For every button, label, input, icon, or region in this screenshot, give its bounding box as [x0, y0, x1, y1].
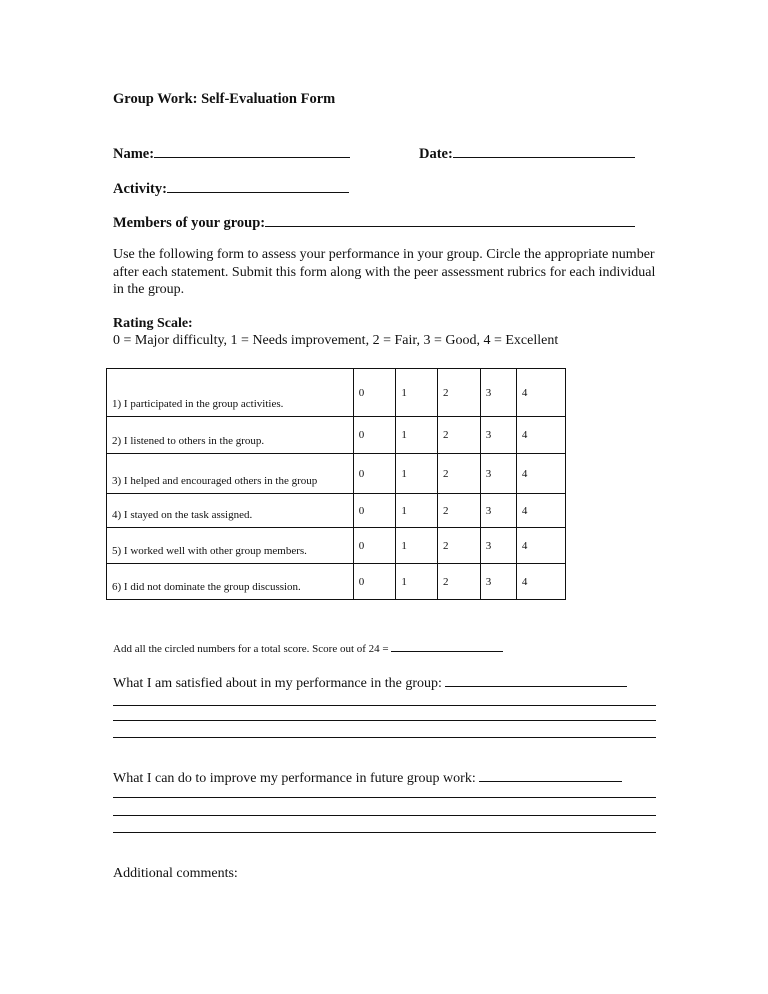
score-option-3[interactable]: 3 — [480, 564, 516, 600]
rubric-statement: 6) I did not dominate the group discussion. — [107, 564, 354, 600]
score-option-2[interactable]: 2 — [438, 454, 481, 494]
score-option-0[interactable]: 0 — [353, 369, 396, 417]
score-option-1[interactable]: 1 — [396, 369, 438, 417]
rating-scale-heading: Rating Scale: — [113, 316, 193, 331]
activity-blank[interactable] — [167, 178, 349, 193]
activity-label: Activity: — [113, 181, 167, 197]
satisfied-field[interactable] — [113, 672, 627, 692]
total-score-text: Add all the circled numbers for a total score. Score out of 24 = — [113, 643, 392, 655]
rubric-row — [107, 454, 566, 494]
rubric-row — [107, 417, 566, 454]
rubric-statement: 4) I stayed on the task assigned. — [107, 494, 354, 528]
name-field[interactable] — [113, 143, 350, 163]
answer-line[interactable] — [113, 720, 656, 721]
rubric-statement: 1) I participated in the group activities. — [107, 369, 354, 417]
rubric-statement: 5) I worked well with other group members. — [107, 528, 354, 564]
score-option-3[interactable]: 3 — [480, 528, 516, 564]
improve-field[interactable] — [113, 767, 622, 787]
score-option-2[interactable]: 2 — [438, 369, 481, 417]
rubric-statement: 2) I listened to others in the group. — [107, 417, 354, 454]
answer-line[interactable] — [113, 797, 656, 798]
score-option-1[interactable]: 1 — [396, 417, 438, 454]
members-field[interactable] — [113, 212, 635, 232]
score-option-2[interactable]: 2 — [438, 417, 481, 454]
score-option-2[interactable]: 2 — [438, 494, 481, 528]
score-option-0[interactable]: 0 — [353, 564, 396, 600]
score-option-0[interactable]: 0 — [353, 494, 396, 528]
score-option-0[interactable]: 0 — [353, 417, 396, 454]
score-option-3[interactable]: 3 — [480, 417, 516, 454]
score-option-2[interactable]: 2 — [438, 564, 481, 600]
name-label: Name: — [113, 146, 155, 162]
score-option-4[interactable]: 4 — [516, 528, 565, 564]
members-blank[interactable] — [265, 212, 635, 227]
answer-line[interactable] — [113, 815, 656, 816]
name-blank[interactable] — [154, 143, 350, 158]
date-field[interactable] — [419, 143, 635, 163]
score-option-1[interactable]: 1 — [396, 564, 438, 600]
score-option-4[interactable]: 4 — [516, 494, 565, 528]
improve-prompt: What I can do to improve my performance in future group work: — [113, 771, 480, 786]
score-option-3[interactable]: 3 — [480, 369, 516, 417]
score-option-1[interactable]: 1 — [396, 528, 438, 564]
total-score-line[interactable] — [113, 640, 503, 655]
rubric-row — [107, 528, 566, 564]
score-option-4[interactable]: 4 — [516, 369, 565, 417]
activity-field[interactable] — [113, 178, 349, 198]
answer-line[interactable] — [113, 705, 656, 706]
rubric-row — [107, 564, 566, 600]
score-option-2[interactable]: 2 — [438, 528, 481, 564]
rubric-table — [106, 368, 566, 600]
score-option-4[interactable]: 4 — [516, 417, 565, 454]
answer-line[interactable] — [113, 832, 656, 833]
score-option-1[interactable]: 1 — [396, 454, 438, 494]
satisfied-prompt: What I am satisfied about in my performance in the group: — [113, 676, 446, 691]
additional-comments-label: Additional comments: — [113, 866, 238, 881]
members-label: Members of your group: — [113, 215, 266, 231]
rubric-statement: 3) I helped and encouraged others in the group — [107, 454, 354, 494]
form-title: Group Work: Self-Evaluation Form — [113, 91, 336, 107]
date-blank[interactable] — [453, 143, 635, 158]
score-option-0[interactable]: 0 — [353, 454, 396, 494]
score-option-0[interactable]: 0 — [353, 528, 396, 564]
total-score-blank[interactable] — [391, 640, 503, 652]
score-option-3[interactable]: 3 — [480, 494, 516, 528]
rubric-row — [107, 369, 566, 417]
rating-scale-text: 0 = Major difficulty, 1 = Needs improvement, 2 = Fair, 3 = Good, 4 = Excellent — [113, 333, 559, 348]
rubric-row — [107, 494, 566, 528]
instructions-paragraph: Use the following form to assess your performance in your group. Circle the appropriate number after each statement. Submit this form along with the peer assessment rubrics for each individual in the group. — [113, 247, 656, 297]
score-option-3[interactable]: 3 — [480, 454, 516, 494]
answer-line[interactable] — [113, 737, 656, 738]
satisfied-blank[interactable] — [445, 672, 627, 687]
score-option-4[interactable]: 4 — [516, 454, 565, 494]
improve-blank[interactable] — [479, 767, 622, 782]
date-label: Date: — [419, 146, 453, 162]
score-option-1[interactable]: 1 — [396, 494, 438, 528]
score-option-4[interactable]: 4 — [516, 564, 565, 600]
